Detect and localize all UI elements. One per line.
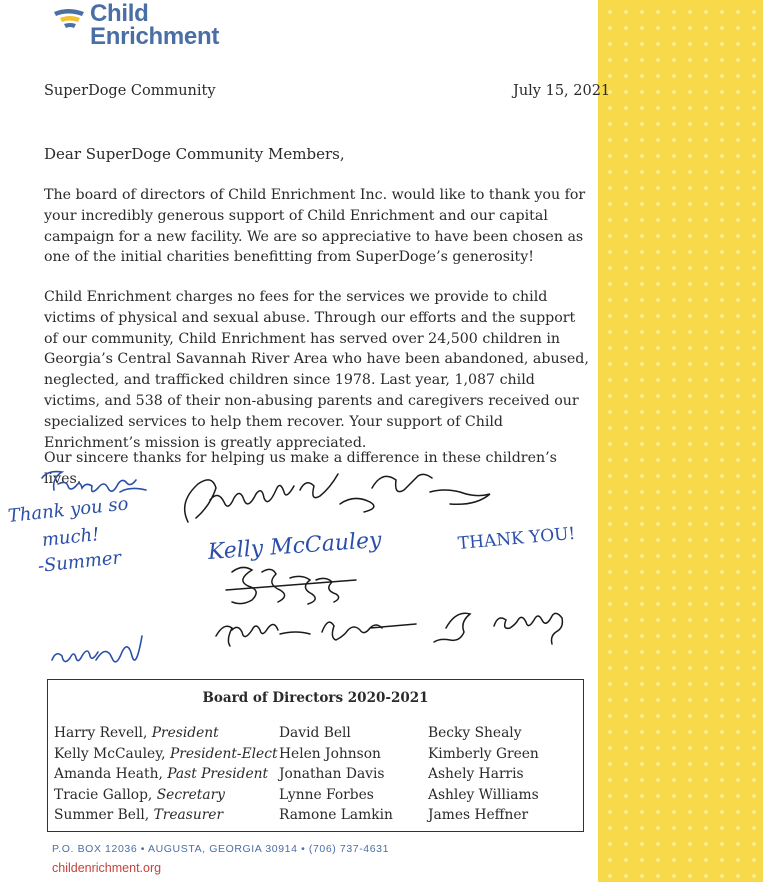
paragraph-3: Our sincere thanks for helping us make a difference in these children’s lives. [44, 450, 557, 487]
member-name: Ashely Harris [428, 766, 524, 782]
paragraph-1: The board of directors of Child Enrichment Inc. would like to thank you for your incredibly generous support of Child Enrichment and our capital campaign for a new facility. We are so appreciative to have been chosen as one of the initial charities benefitting from SuperDoge’s generosity! [44, 187, 586, 266]
footer-website-link[interactable]: childenrichment.org [52, 861, 162, 875]
member-name: James Heffner [428, 807, 529, 823]
member-name: Jonathan Davis [279, 766, 385, 782]
board-title: Board of Directors 2020-2021 [202, 690, 429, 706]
handwritten-note-1: Thank you so [6, 493, 130, 527]
officer-role: Past President [167, 766, 269, 782]
member-name: Ramone Lamkin [279, 807, 393, 823]
handwritten-note-3: -Summer [36, 547, 123, 577]
signature-lenny [52, 636, 142, 662]
members-column-3 [428, 723, 539, 826]
member-name: Helen Johnson [279, 745, 381, 762]
logo [52, 2, 219, 48]
officer-role: Secretary [156, 786, 225, 803]
signature-tracie [434, 613, 562, 644]
letter-date: July 15, 2021 [513, 83, 611, 99]
officer-name: Summer Bell, [54, 807, 150, 823]
signature-initials [226, 567, 356, 604]
footer-address: P.O. BOX 12036 • AUGUSTA, GEORGIA 30914 • (706) 737-4631 [52, 843, 390, 855]
handwritten-note-2: much! [40, 524, 101, 551]
board-of-directors-box [47, 679, 584, 832]
officer-role: President [151, 725, 219, 741]
officer-row [54, 785, 278, 806]
officer-row [54, 723, 278, 744]
officer-row [54, 764, 278, 785]
logo-line-2: Enrichment [90, 23, 220, 50]
officer-name: Amanda Heath, [54, 766, 163, 782]
member-name: David Bell [279, 725, 351, 741]
officer-role: Treasurer [153, 807, 224, 823]
swoosh-icon [52, 4, 86, 34]
signature-lynne [216, 622, 416, 646]
officers-column [54, 723, 278, 826]
yellow-dotted-border [598, 0, 763, 882]
member-name: Ashley Williams [428, 786, 539, 803]
member-name: Lynne Forbes [279, 786, 374, 803]
members-column-2 [279, 723, 393, 826]
officer-name: Kelly McCauley, [54, 745, 166, 762]
officer-row [54, 744, 278, 765]
handwritten-thank-you: THANK YOU! [457, 523, 577, 554]
paragraph-2: Child Enrichment charges no fees for the services we provide to child victims of physical and sexual abuse. Through our efforts and the support of our community, Child Enrichment has served over 24,500 children in Georgia’s Central Savannah River Area who have been abandoned, abused, neglected, and trafficked children since 1978. Last year, 1,087 child victims, and 538 of their non-abusing parents and caregivers received our specialized services to help them recover. Your support of Child Enrichment’s mission is greatly appreciated. [44, 289, 589, 451]
salutation: Dear SuperDoge Community Members, [44, 145, 345, 163]
officer-role: President-Elect [169, 745, 278, 762]
member-name: Kimberly Green [428, 745, 539, 762]
handwritten-name-kelly: Kelly McCauley [207, 527, 383, 565]
officer-name: Tracie Gallop, [54, 786, 153, 803]
logo-line-1: Child [90, 0, 149, 27]
officer-row [54, 805, 278, 826]
officer-name: Harry Revell, [54, 725, 148, 741]
member-name: Becky Shealy [428, 725, 522, 741]
recipient: SuperDoge Community [44, 83, 216, 99]
